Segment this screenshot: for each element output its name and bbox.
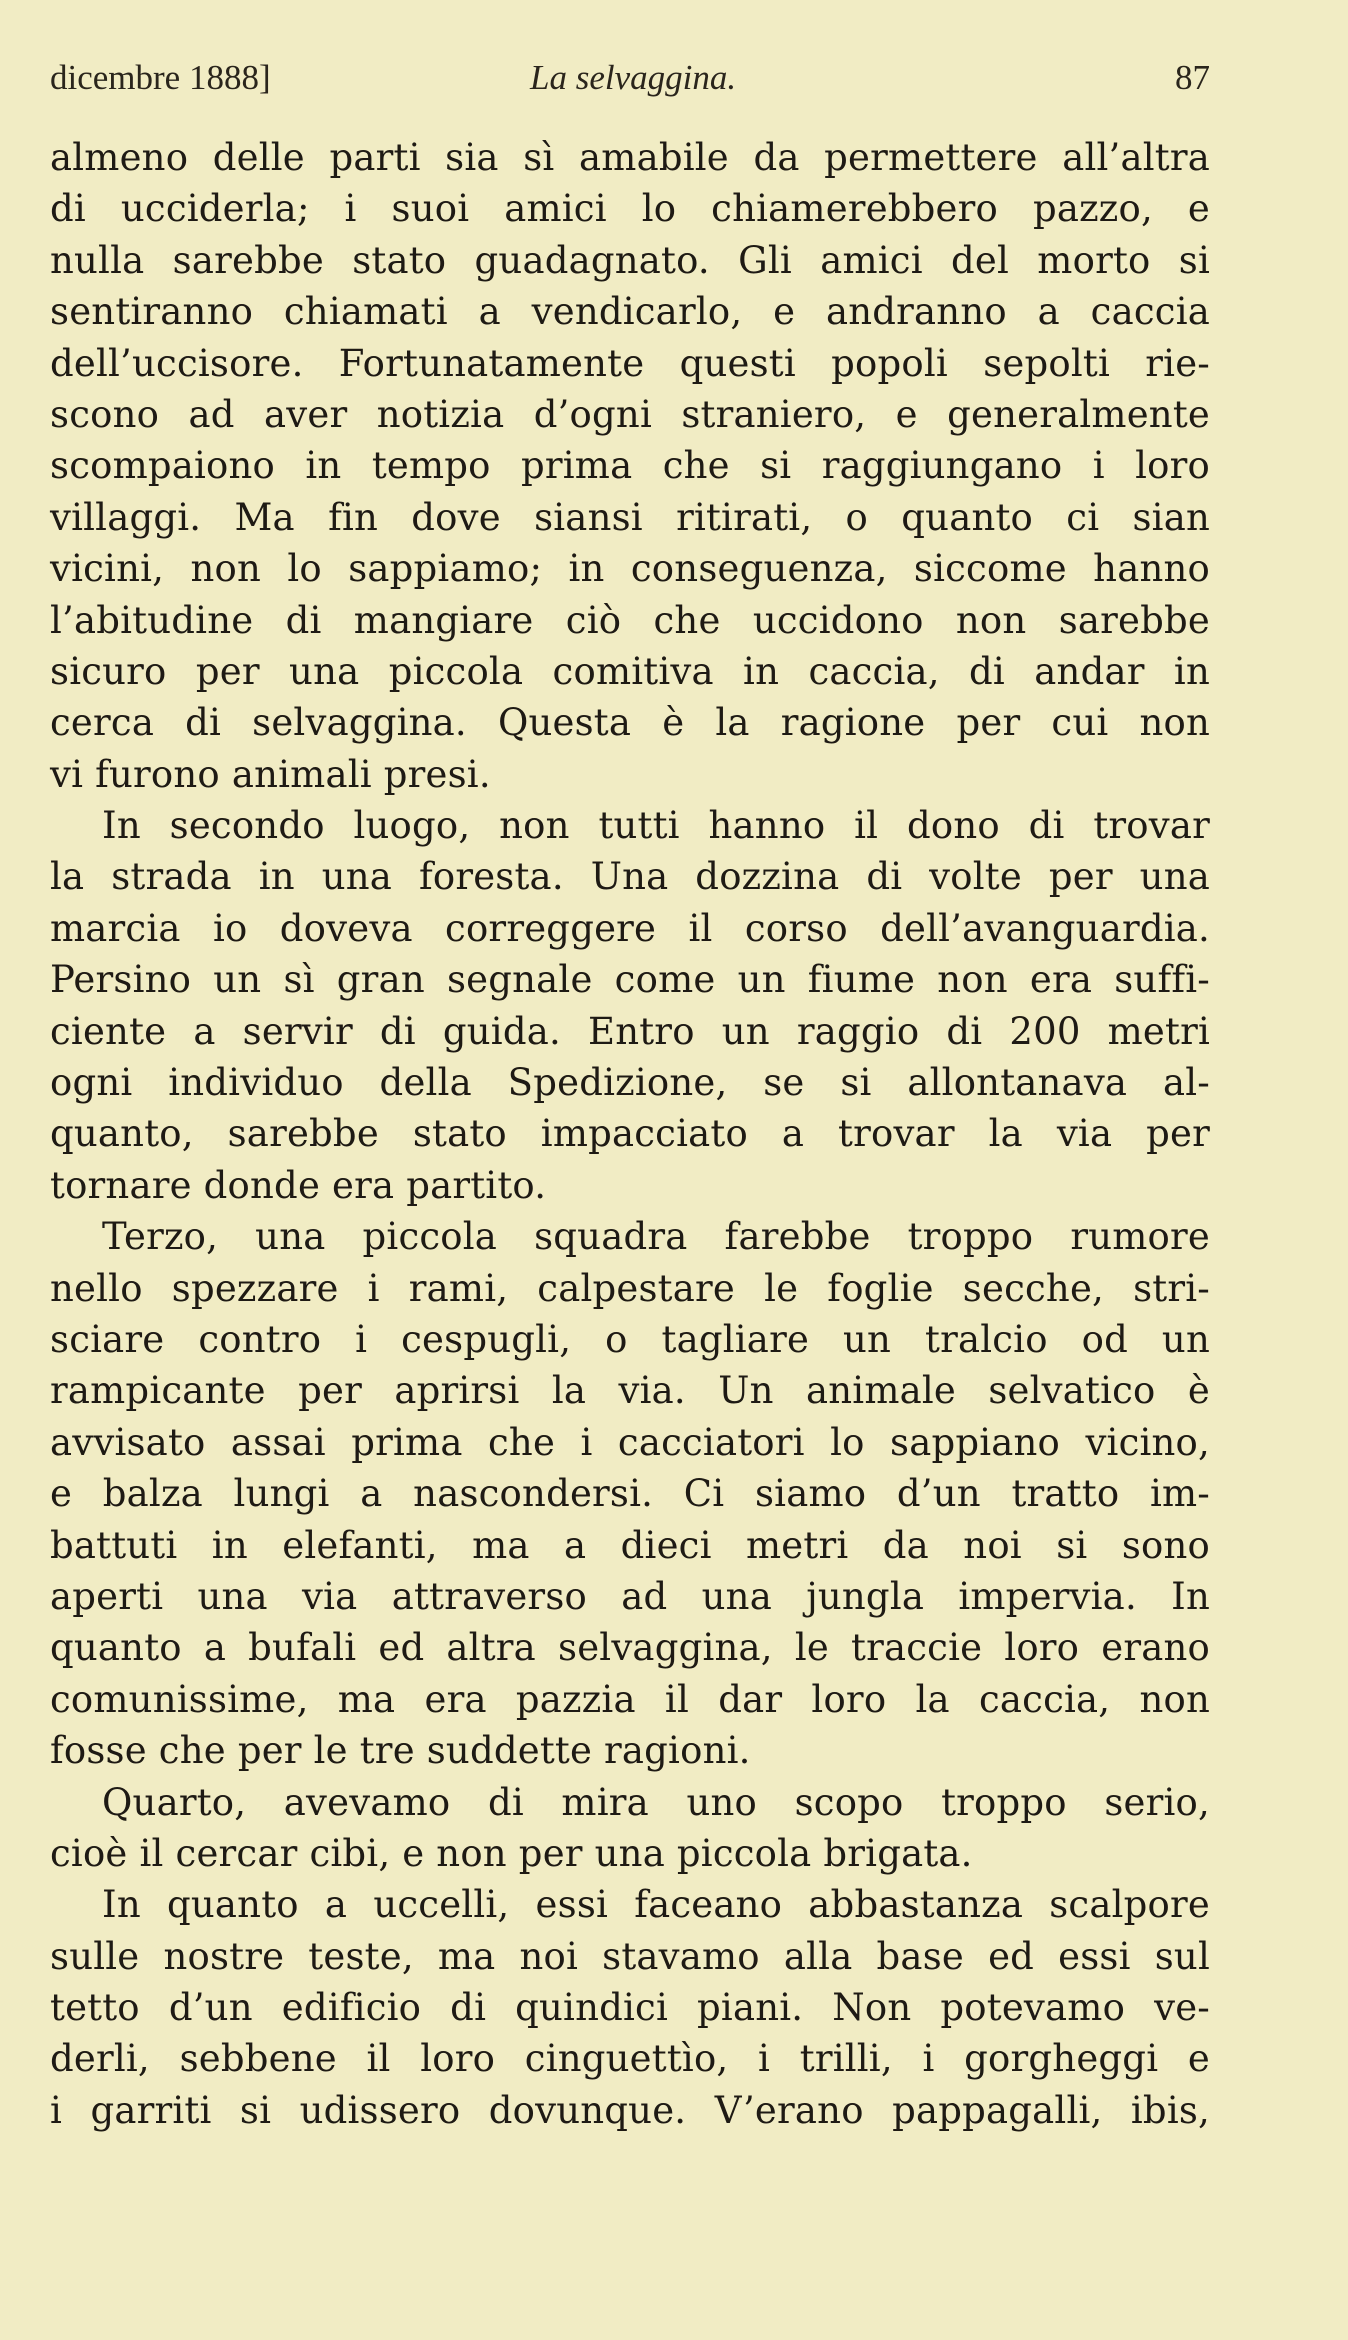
text-line: sciare contro i cespugli, o tagliare un tralcio od un bbox=[50, 1317, 1210, 1361]
text-line: scono ad aver notizia d’ogni straniero, e generalmente bbox=[50, 392, 1210, 436]
text-line: sulle nostre teste, ma noi stavamo alla base ed essi sul bbox=[50, 1934, 1210, 1978]
text-line: cerca di selvaggina. Questa è la ragione per cui non bbox=[50, 701, 1210, 745]
text-line: Persino un sì gran segnale come un fiume non era suffi- bbox=[50, 958, 1210, 1002]
text-line: Quarto, avevamo di mira uno scopo troppo serio, bbox=[102, 1780, 1210, 1824]
text-line: comunissime, ma era pazzia il dar loro la caccia, non bbox=[50, 1677, 1210, 1721]
text-line: nello spezzare i rami, calpestare le foglie secche, stri- bbox=[50, 1266, 1210, 1310]
text-line: In secondo luogo, non tutti hanno il dono di trovar bbox=[102, 804, 1210, 848]
text-line: marcia io doveva correggere il corso dell’avanguardia. bbox=[50, 906, 1210, 950]
text-line: ciente a servir di guida. Entro un raggio di 200 metri bbox=[50, 1009, 1210, 1053]
body-text bbox=[50, 132, 1210, 2136]
text-line: Terzo, una piccola squadra farebbe troppo rumore bbox=[102, 1215, 1210, 1259]
text-line: dell’uccisore. Fortunatamente questi popoli sepolti rie- bbox=[50, 341, 1210, 385]
text-line: ogni individuo della Spedizione, se si allontanava al- bbox=[50, 1061, 1210, 1105]
text-line: avvisato assai prima che i cacciatori lo sappiano vicino, bbox=[50, 1420, 1210, 1464]
text-line: quanto a bufali ed altra selvaggina, le traccie loro erano bbox=[50, 1626, 1210, 1670]
text-line: almeno delle parti sia sì amabile da permettere all’altra bbox=[50, 136, 1210, 179]
running-head-date: dicembre 1888] bbox=[50, 58, 271, 97]
text-line: derli, sebbene il loro cinguettìo, i trilli, i gorgheggi e bbox=[50, 2037, 1210, 2081]
text-line: fosse che per le tre suddette ragioni. bbox=[50, 1729, 751, 1773]
text-line: villaggi. Ma fin dove siansi ritirati, o quanto ci sian bbox=[50, 495, 1210, 539]
text-line: di ucciderla; i suoi amici lo chiamerebbero pazzo, e bbox=[50, 187, 1210, 231]
text-line: battuti in elefanti, ma a dieci metri da noi si sono bbox=[50, 1523, 1210, 1567]
running-head bbox=[50, 48, 1210, 108]
text-line: e balza lungi a nascondersi. Ci siamo d’un tratto im- bbox=[50, 1472, 1210, 1516]
running-head-title: La selvaggina. bbox=[530, 58, 737, 97]
text-line: In quanto a uccelli, essi faceano abbastanza scalpore bbox=[102, 1883, 1210, 1927]
text-line: tornare donde era partito. bbox=[50, 1163, 547, 1207]
book-page bbox=[50, 48, 1210, 2136]
text-line: rampicante per aprirsi la via. Un animale selvatico è bbox=[50, 1369, 1210, 1413]
text-line: aperti una via attraverso ad una jungla impervia. In bbox=[50, 1574, 1210, 1618]
text-line: cioè il cercar cibi, e non per una piccola brigata. bbox=[50, 1831, 973, 1875]
text-line: la strada in una foresta. Una dozzina di volte per una bbox=[50, 855, 1210, 899]
text-line: vicini, non lo sappiamo; in conseguenza, siccome hanno bbox=[50, 547, 1210, 591]
text-line: quanto, sarebbe stato impacciato a trovar la via per bbox=[50, 1112, 1210, 1156]
text-line: sentiranno chiamati a vendicarlo, e andranno a caccia bbox=[50, 290, 1210, 334]
text-line: nulla sarebbe stato guadagnato. Gli amici del morto si bbox=[50, 238, 1210, 282]
text-line: sicuro per una piccola comitiva in caccia, di andar in bbox=[50, 649, 1210, 693]
text-line: tetto d’un edificio di quindici piani. Non potevamo ve- bbox=[50, 1986, 1210, 2030]
text-line: i garriti si udissero dovunque. V’erano pappagalli, ibis, bbox=[50, 2088, 1210, 2132]
page-number: 87 bbox=[1175, 58, 1210, 97]
text-line: vi furono animali presi. bbox=[50, 752, 491, 796]
text-line: scompaiono in tempo prima che si raggiungano i loro bbox=[50, 444, 1210, 488]
text-line: l’abitudine di mangiare ciò che uccidono non sarebbe bbox=[50, 598, 1210, 642]
